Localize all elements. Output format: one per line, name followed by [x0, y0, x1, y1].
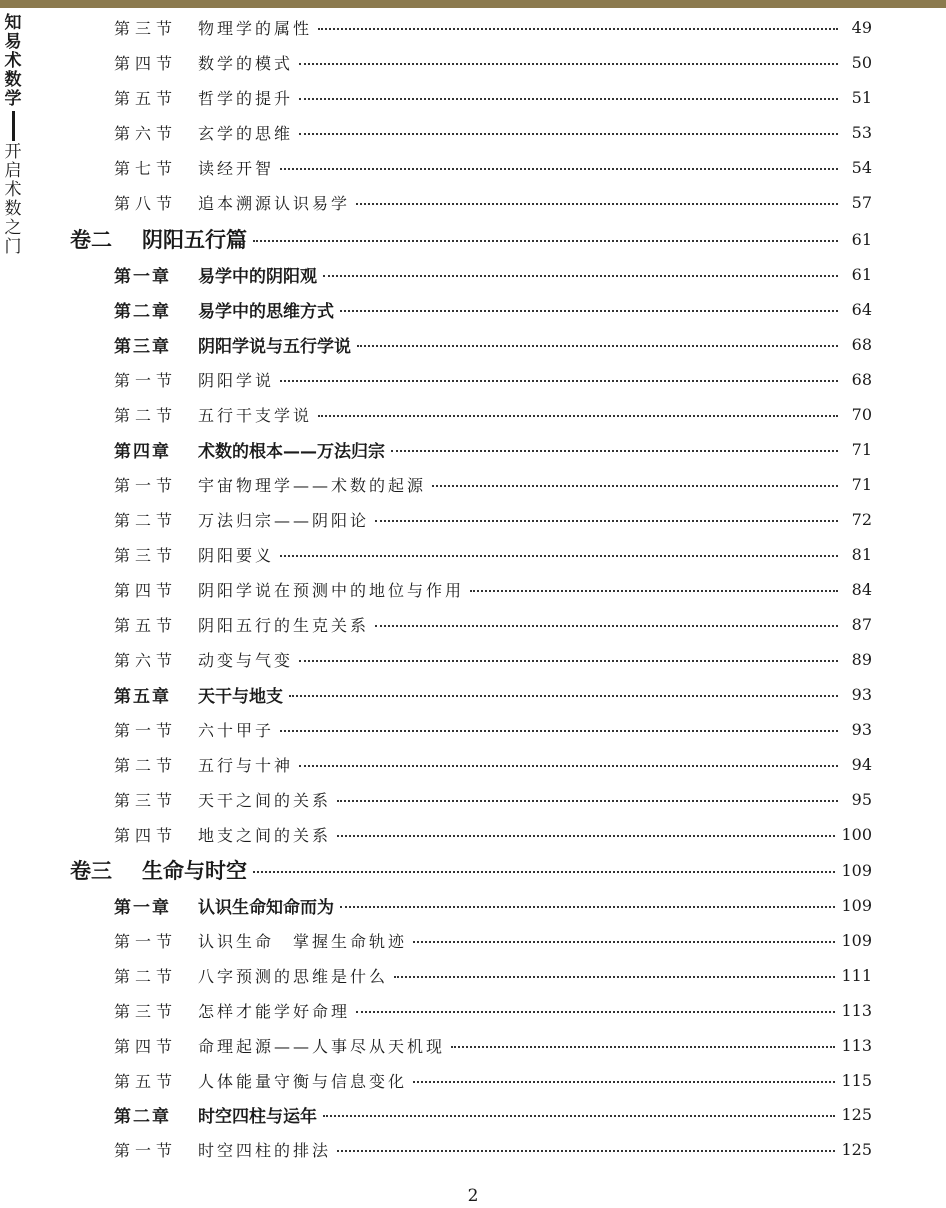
dot-leader	[253, 240, 838, 242]
toc-entry-label: 第四节	[114, 1036, 178, 1056]
toc-section-entry[interactable]	[114, 714, 872, 744]
toc-entry-title: 万法归宗——阴阳论	[198, 510, 370, 530]
toc-entry-title: 天干之间的关系	[198, 790, 332, 810]
toc-entry-label: 第四节	[114, 825, 178, 845]
toc-section-entry[interactable]	[114, 574, 872, 604]
running-title-char: 数	[4, 199, 22, 219]
top-border-bar	[0, 0, 946, 8]
toc-section-entry[interactable]	[114, 644, 872, 674]
toc-entry-title: 命理起源——人事尽从天机现	[198, 1036, 446, 1056]
toc-entry-title: 动变与气变	[198, 650, 294, 670]
toc-entry-page: 94	[851, 754, 872, 774]
toc-entry-label: 第一节	[114, 475, 178, 495]
dot-leader	[299, 765, 838, 767]
toc-section-entry[interactable]	[114, 399, 872, 429]
toc-entry-title: 阴阳学说与五行学说	[198, 336, 351, 357]
toc-entry-page: 115	[841, 1070, 872, 1090]
toc-entry-page: 93	[851, 684, 872, 704]
toc-entry-title: 物理学的属性	[198, 18, 313, 38]
toc-entry-page: 113	[841, 1035, 872, 1055]
running-title-char: 启	[4, 161, 22, 181]
dot-leader	[432, 485, 838, 487]
toc-entry-page: 53	[851, 122, 872, 142]
toc-entry-title: 阴阳学说在预测中的地位与作用	[198, 580, 465, 600]
toc-entry-page: 95	[851, 789, 872, 809]
dot-leader	[299, 133, 838, 135]
dot-leader	[375, 625, 838, 627]
toc-entry-page: 50	[851, 52, 872, 72]
dot-leader	[413, 1081, 835, 1083]
toc-entry-page: 51	[851, 87, 872, 107]
toc-chapter-entry[interactable]	[114, 329, 872, 359]
toc-entry-title: 读经开智	[198, 158, 275, 178]
toc-chapter-entry[interactable]	[114, 259, 872, 289]
dot-leader	[356, 1011, 835, 1013]
toc-entry-page: 54	[851, 157, 872, 177]
toc-entry-page: 71	[851, 439, 872, 459]
toc-chapter-entry[interactable]	[114, 679, 872, 709]
toc-entry-title: 阴阳五行篇	[142, 227, 247, 252]
toc-entry-label: 第五节	[114, 615, 178, 635]
dot-leader	[299, 98, 838, 100]
toc-section-entry[interactable]	[114, 504, 872, 534]
toc-section-entry[interactable]	[114, 1134, 872, 1164]
toc-section-entry[interactable]	[114, 469, 872, 499]
toc-entry-page: 93	[851, 719, 872, 739]
toc-entry-label: 第五节	[114, 1071, 178, 1091]
toc-entry-title: 六十甲子	[198, 720, 275, 740]
toc-section-entry[interactable]	[114, 925, 872, 955]
dot-leader	[280, 380, 838, 382]
toc-entry-title: 生命与时空	[142, 858, 247, 883]
toc-section-entry[interactable]	[114, 187, 872, 217]
toc-entry-page: 81	[851, 544, 872, 564]
dot-leader	[356, 203, 838, 205]
toc-entry-label: 第八节	[114, 193, 178, 213]
toc-entry-title: 数学的模式	[198, 53, 294, 73]
toc-entry-page: 61	[851, 264, 872, 284]
toc-entry-title: 易学中的思维方式	[198, 301, 334, 322]
toc-entry-label: 第三节	[114, 545, 178, 565]
dot-leader	[375, 520, 838, 522]
toc-entry-label: 第四节	[114, 53, 178, 73]
toc-entry-label: 第一节	[114, 931, 178, 951]
toc-section-entry[interactable]	[114, 152, 872, 182]
toc-entry-label: 第三节	[114, 790, 178, 810]
toc-entry-title: 哲学的提升	[198, 88, 294, 108]
page-number: 2	[467, 1186, 479, 1206]
dot-leader	[340, 310, 838, 312]
dot-leader	[289, 695, 838, 697]
toc-section-entry[interactable]	[114, 960, 872, 990]
toc-section-entry[interactable]	[114, 12, 872, 42]
toc-entry-title: 天干与地支	[198, 686, 283, 707]
running-title-char: 门	[4, 237, 22, 257]
dot-leader	[337, 1150, 835, 1152]
toc-entry-page: 109	[841, 860, 872, 880]
toc-entry-title: 人体能量守衡与信息变化	[198, 1071, 408, 1091]
toc-entry-title: 八字预测的思维是什么	[198, 966, 389, 986]
toc-entry-page: 109	[841, 895, 872, 915]
toc-volume-entry[interactable]	[70, 855, 872, 885]
toc-entry-label: 第二节	[114, 405, 178, 425]
dot-leader	[299, 660, 838, 662]
toc-entry-label: 第一节	[114, 1140, 178, 1160]
toc-section-entry[interactable]	[114, 995, 872, 1025]
toc-entry-page: 109	[841, 930, 872, 950]
dot-leader	[299, 63, 838, 65]
toc-section-entry[interactable]	[114, 47, 872, 77]
running-title-char: 数	[4, 70, 22, 90]
toc-entry-title: 怎样才能学好命理	[198, 1001, 351, 1021]
dot-leader	[451, 1046, 835, 1048]
toc-entry-title: 时空四柱的排法	[198, 1140, 332, 1160]
dot-leader	[340, 906, 835, 908]
toc-entry-page: 87	[851, 614, 872, 634]
dot-leader	[391, 450, 838, 452]
toc-section-entry[interactable]	[114, 539, 872, 569]
toc-entry-page: 113	[841, 1000, 872, 1020]
toc-entry-title: 阴阳五行的生克关系	[198, 615, 370, 635]
toc-entry-label: 第二章	[114, 1106, 171, 1127]
running-title-char: 术	[4, 51, 22, 71]
toc-entry-label: 卷三	[70, 858, 112, 883]
toc-chapter-entry[interactable]	[114, 434, 872, 464]
toc-chapter-entry[interactable]	[114, 1099, 872, 1129]
toc-entry-page: 68	[851, 369, 872, 389]
toc-entry-page: 71	[851, 474, 872, 494]
running-title	[0, 14, 26, 257]
toc-entry-label: 第一章	[114, 266, 171, 287]
toc-entry-label: 第五节	[114, 88, 178, 108]
toc-entry-title: 易学中的阴阳观	[198, 266, 317, 287]
toc-entry-page: 64	[851, 299, 872, 319]
dot-leader	[318, 415, 838, 417]
dot-leader	[253, 871, 835, 873]
toc-entry-label: 第三章	[114, 336, 171, 357]
toc-entry-label: 第三节	[114, 1001, 178, 1021]
toc-chapter-entry[interactable]	[114, 294, 872, 324]
toc-section-entry[interactable]	[114, 364, 872, 394]
dot-leader	[323, 1115, 835, 1117]
toc-chapter-entry[interactable]	[114, 890, 872, 920]
toc-volume-entry[interactable]	[70, 224, 872, 254]
toc-entry-label: 第二章	[114, 301, 171, 322]
toc-entry-page: 70	[851, 404, 872, 424]
toc-entry-label: 第二节	[114, 966, 178, 986]
dot-leader	[280, 730, 838, 732]
toc-section-entry[interactable]	[114, 117, 872, 147]
toc-entry-page: 57	[851, 192, 872, 212]
running-title-dash	[12, 111, 15, 141]
dot-leader	[318, 28, 838, 30]
toc-entry-label: 第一章	[114, 897, 171, 918]
toc-entry-title: 阴阳要义	[198, 545, 275, 565]
toc-section-entry[interactable]	[114, 784, 872, 814]
toc-section-entry[interactable]	[114, 749, 872, 779]
toc-section-entry[interactable]	[114, 82, 872, 112]
toc-section-entry[interactable]	[114, 609, 872, 639]
dot-leader	[280, 168, 838, 170]
toc-entry-title: 阴阳学说	[198, 370, 275, 390]
toc-entry-label: 第四节	[114, 580, 178, 600]
dot-leader	[470, 590, 838, 592]
toc-entry-title: 地支之间的关系	[198, 825, 332, 845]
toc-entry-title: 追本溯源认识易学	[198, 193, 351, 213]
running-title-char: 学	[4, 89, 22, 109]
toc-entry-page: 125	[841, 1104, 872, 1124]
toc-entry-page: 100	[841, 824, 872, 844]
running-title-char: 易	[4, 32, 22, 52]
toc-entry-title: 时空四柱与运年	[198, 1106, 317, 1127]
toc-entry-label: 第二节	[114, 755, 178, 775]
toc-entry-label: 第一节	[114, 720, 178, 740]
toc-section-entry[interactable]	[114, 1030, 872, 1060]
toc-entry-page: 72	[851, 509, 872, 529]
dot-leader	[280, 555, 838, 557]
running-title-char: 术	[4, 180, 22, 200]
toc-entry-label: 第五章	[114, 686, 171, 707]
toc-entry-label: 第二节	[114, 510, 178, 530]
dot-leader	[413, 941, 835, 943]
toc-entry-label: 第一节	[114, 370, 178, 390]
toc-section-entry[interactable]	[114, 1065, 872, 1095]
toc-entry-label: 第七节	[114, 158, 178, 178]
toc-entry-page: 111	[841, 965, 872, 985]
toc-entry-page: 61	[851, 229, 872, 249]
toc-entry-label: 卷二	[70, 227, 112, 252]
toc-entry-title: 认识生命 掌握生命轨迹	[198, 931, 408, 951]
dot-leader	[357, 345, 838, 347]
running-title-char: 之	[4, 218, 22, 238]
running-title-char: 知	[4, 13, 22, 33]
toc-entry-label: 第六节	[114, 650, 178, 670]
toc-section-entry[interactable]	[114, 819, 872, 849]
running-title-char: 开	[4, 142, 22, 162]
dot-leader	[337, 835, 835, 837]
toc-entry-label: 第四章	[114, 441, 171, 462]
toc-entry-label: 第六节	[114, 123, 178, 143]
toc-entry-title: 五行干支学说	[198, 405, 313, 425]
toc-entry-page: 68	[851, 334, 872, 354]
toc-entry-page: 125	[841, 1139, 872, 1159]
dot-leader	[323, 275, 838, 277]
toc-entry-title: 术数的根本——万法归宗	[198, 441, 385, 462]
dot-leader	[337, 800, 838, 802]
toc-entry-title: 五行与十神	[198, 755, 294, 775]
toc-entry-label: 第三节	[114, 18, 178, 38]
toc-entry-title: 认识生命知命而为	[198, 897, 334, 918]
toc-entry-page: 84	[851, 579, 872, 599]
dot-leader	[394, 976, 835, 978]
toc-entry-title: 宇宙物理学——术数的起源	[198, 475, 427, 495]
toc-entry-title: 玄学的思维	[198, 123, 294, 143]
toc-entry-page: 49	[851, 17, 872, 37]
toc-entry-page: 89	[851, 649, 872, 669]
